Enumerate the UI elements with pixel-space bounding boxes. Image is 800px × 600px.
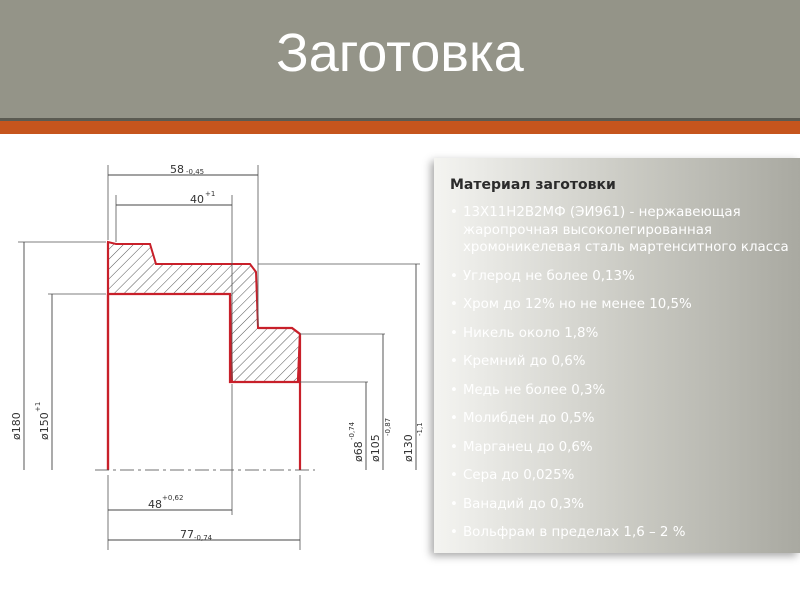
list-item: • Углерод не более 0,13% (450, 268, 790, 286)
title-divider-orange (0, 121, 800, 134)
dim-130: ø130 (402, 434, 415, 462)
hatched-section (108, 242, 300, 382)
list-item: • Марганец до 0,6% (450, 439, 790, 457)
dim-105: ø105 (369, 434, 382, 462)
dim-top: 58 (170, 163, 184, 176)
list-item: • Никель около 1,8% (450, 325, 790, 343)
dim-left-inner-tol: +1 (34, 401, 42, 412)
list-item: • Кремний до 0,6% (450, 353, 790, 371)
slide-title: Заготовка (276, 23, 524, 83)
dim-130-tol: -1,1 (416, 422, 424, 436)
list-item: • Ванадий до 0,3% (450, 496, 790, 514)
list-item: • Хром до 12% но не менее 10,5% (450, 296, 790, 314)
dim-105-tol: -0,87 (384, 417, 392, 436)
dim-bottom-inner: 48 (148, 498, 162, 511)
material-panel (434, 158, 800, 553)
material-list (450, 204, 790, 553)
panel-heading: Материал заготовки (450, 177, 616, 193)
dim-left-outer: ø180 (10, 412, 23, 440)
blank-drawing (0, 140, 430, 560)
dim-bottom-tol: -0,74 (194, 534, 213, 542)
dim-inner-top-tol: +1 (205, 190, 216, 198)
list-item: • Медь не более 0,3% (450, 382, 790, 400)
dim-68: ø68 (352, 441, 365, 462)
dim-top-tol: -0,45 (186, 168, 205, 176)
list-item: • 13Х11Н2В2МФ (ЭИ961) - нержавеющая жаропрочная высоколегированная хромоникелевая сталь мартенситного класса (450, 204, 790, 257)
dim-bottom-inner-tol: +0,62 (162, 494, 184, 502)
dim-inner-top: 40 (190, 193, 204, 206)
list-item: • Вольфрам в пределах 1,6 – 2 % (450, 524, 790, 542)
list-item: • Сера до 0,025% (450, 467, 790, 485)
list-item: • Молибден до 0,5% (450, 410, 790, 428)
dim-left-inner: ø150 (38, 412, 51, 440)
dim-68-tol: -0,74 (348, 421, 356, 440)
dim-bottom: 77 (180, 528, 194, 541)
